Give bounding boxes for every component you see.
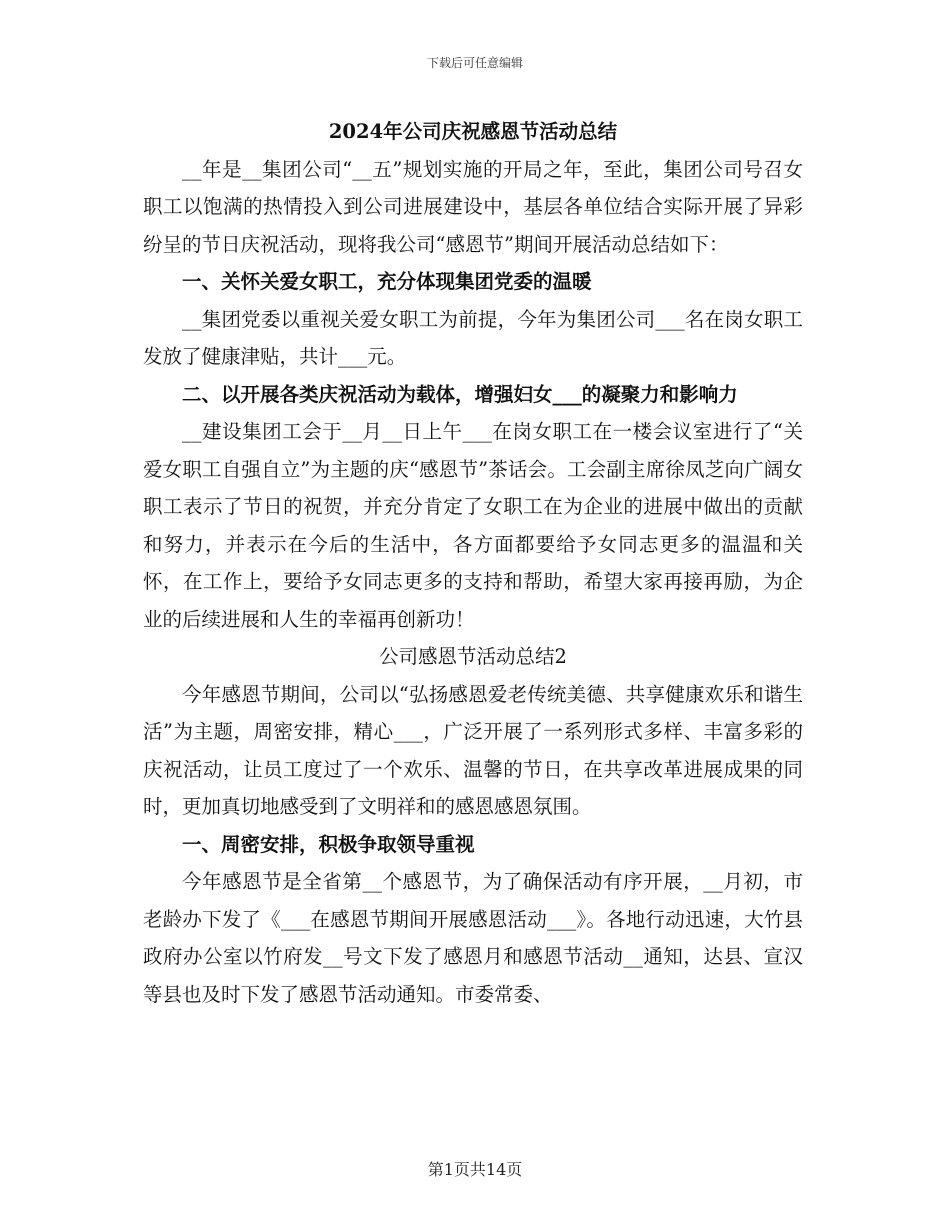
page-number: 第1页共14页 [427, 1160, 523, 1179]
document-body [143, 113, 803, 1013]
section-heading-1: 一、关怀关爱女职工，充分体现集团党委的温暖 [182, 270, 592, 293]
page-header-note: 下载后可任意编辑 [426, 56, 523, 70]
paragraph-arrangement: 今年感恩节是全省第__个感恩节，为了确保活动有序开展，__月初，市老龄办下发了《___在感恩节期间开展感恩活动___》。各地行动迅速，大竹县政府办公室以竹府发__号文下发了感恩月和感恩节活动__通知，达县、宣汉等县也及时下发了感恩节活动通知。市委常委、 [143, 870, 803, 1006]
paragraph-summary-2: 今年感恩节期间，公司以“弘扬感恩爱老传统美德、共享健康欢乐和谐生活”为主题，周密安排，精心___，广泛开展了一系列形式多样、丰富多彩的庆祝活动，让员工度过了一个欢乐、温馨的节日，在共享改革进展成果的同时，更加真切地感受到了文明祥和的感恩感恩氛围。 [143, 682, 803, 818]
document-title-2: 公司感恩节活动总结2 [379, 645, 567, 668]
section-heading-3: 一、周密安排，积极争取领导重视 [182, 832, 475, 856]
document-title: 2024年公司庆祝感恩节活动总结 [328, 120, 618, 143]
paragraph-care: __集团党委以重视关爱女职工为前提，今年为集团公司___名在岗女职工发放了健康津贴，共计___元。 [143, 307, 803, 368]
section-heading-2: 二、以开展各类庆祝活动为载体，增强妇女___的凝聚力和影响力 [182, 382, 738, 406]
paragraph-tea-party: __建设集团工会于__月__日上午___在岗女职工在一楼会议室进行了“关爱女职工自强自立”为主题的庆“感恩节”茶话会。工会副主席徐凤芝向广阔女职工表示了节日的祝贺，并充分肯定了女职工在为企业的进展中做出的贡献和努力，并表示在今后的生活中，各方面都要给予女同志更多的温温和关怀，在工作上，要给予女同志更多的支持和帮助，希望大家再接再励，为企业的后续进展和人生的幸福再创新功！ [143, 420, 803, 631]
paragraph-intro: __年是__集团公司“__五”规划实施的开局之年，至此，集团公司号召女职工以饱满的热情投入到公司进展建设中，基层各单位结合实际开展了异彩纷呈的节日庆祝活动，现将我公司“感恩节”期间开展活动总结如下： [143, 157, 803, 256]
